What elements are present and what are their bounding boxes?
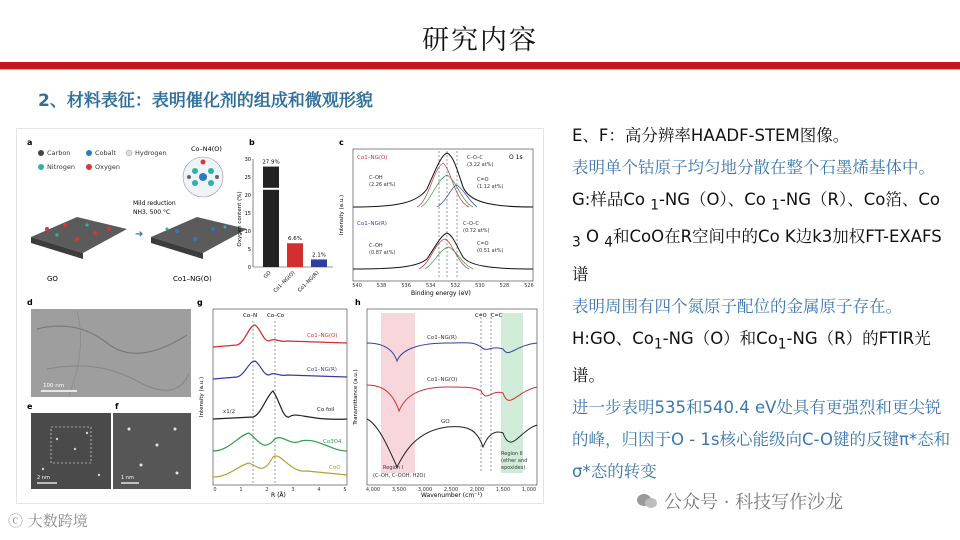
x-tick-label: 2,000 <box>469 487 485 493</box>
svg-text:Intensity (a.u.): Intensity (a.u.) <box>199 376 205 418</box>
svg-text:(3.22 at%): (3.22 at%) <box>467 162 494 168</box>
svg-text:C–OH: C–OH <box>369 243 383 249</box>
svg-text:epoxides): epoxides) <box>501 465 526 471</box>
logo-icon: ⓒ <box>8 512 24 530</box>
panel-b-label: b <box>249 138 255 147</box>
x-tick-label: 540 <box>352 283 362 289</box>
x-tick-label: 1,500 <box>495 487 511 493</box>
svg-text:Co1–NG(R): Co1–NG(R) <box>307 367 337 373</box>
panel-a-right-label: Co1–NG(O) <box>173 275 212 283</box>
co-n4-structure <box>183 157 223 197</box>
svg-text:Co1–NG(O): Co1–NG(O) <box>427 377 458 383</box>
arrow-icon: ➜ <box>135 229 144 240</box>
svg-text:1 nm: 1 nm <box>121 475 134 481</box>
svg-text:(C–OH, C–OOH, H2O): (C–OH, C–OOH, H2O) <box>373 473 426 479</box>
x-tick-label: 3,000 <box>417 487 433 493</box>
panel-f-label: f <box>115 402 119 411</box>
svg-text:C–O–C: C–O–C <box>463 221 479 227</box>
svg-text:Binding energy (eV): Binding energy (eV) <box>411 290 471 297</box>
svg-text:Co3O4: Co3O4 <box>323 439 342 445</box>
panel-b-bar <box>311 259 327 267</box>
panel-b-tick: 25 <box>244 175 251 181</box>
title-divider <box>0 69 960 70</box>
panel-b-tick: 30 <box>244 157 251 163</box>
x-tick-label: 0 <box>213 487 217 493</box>
watermark-left: ⓒ 大数跨境 <box>8 512 88 530</box>
x-tick-label: 1,000 <box>521 487 537 493</box>
panel-b-tick: 0 <box>247 265 251 271</box>
svg-text:Oxygen: Oxygen <box>95 163 121 171</box>
svg-text:(0.72 at%): (0.72 at%) <box>463 228 490 234</box>
x-tick-label: 534 <box>425 283 436 289</box>
svg-text:Co foil: Co foil <box>317 407 335 413</box>
graphene-sheet-left <box>31 217 127 259</box>
watermark-right: 公众号 · 科技写作沙龙 <box>636 488 843 514</box>
characterization-figure <box>16 128 544 504</box>
svg-text:2 nm: 2 nm <box>37 475 50 481</box>
paragraph-g: G:样品Co $_1$-NG（O）、Co $_1$-NG（R）、Co箔、Co $_3$ O $_4$和CoO在R空间中的Co K边k3加权FT-EXAFS谱 <box>572 190 942 284</box>
x-tick-label: 4 <box>317 487 321 493</box>
panel-h-ftir <box>353 309 537 499</box>
svg-text:O 1s: O 1s <box>509 154 523 161</box>
panel-h-label: h <box>355 298 361 307</box>
figure-svg <box>17 129 543 503</box>
wechat-icon <box>636 492 658 510</box>
paragraph-h: H:GO、$Co_1-NG(O)$和$Co_1-NG(R)$的FTIR光谱。 <box>572 328 931 385</box>
panel-b-category-label: Co1–NG(R) <box>296 270 321 294</box>
panel-b-bar <box>287 243 303 267</box>
svg-text:C–OH: C–OH <box>369 175 383 181</box>
paragraph-ef-conclusion: 表明单个钴原子均匀地分散在整个石墨烯基体中。 <box>572 158 935 177</box>
svg-text:C=O: C=O <box>477 241 489 247</box>
svg-text:Transmittance (a.u.): Transmittance (a.u.) <box>353 369 359 425</box>
svg-text:C=O: C=O <box>477 177 489 183</box>
panel-b-tick: 10 <box>244 229 251 235</box>
svg-text:Co–Co: Co–Co <box>267 313 285 319</box>
panel-a-legend <box>38 149 167 171</box>
svg-text:Co1–NG(R): Co1–NG(R) <box>357 221 387 227</box>
panel-f-stem-image <box>113 413 191 489</box>
panel-a-struct-label: Co–N4(O) <box>191 145 222 153</box>
panel-b-bar-chart <box>237 157 333 294</box>
x-tick-label: 538 <box>376 283 387 289</box>
svg-text:Co1–NG(O): Co1–NG(O) <box>307 333 338 339</box>
svg-text:x1/2: x1/2 <box>223 409 236 415</box>
svg-text:100 nm: 100 nm <box>43 383 65 389</box>
panel-b-axis-break <box>262 188 280 190</box>
panel-b-tick: 20 <box>244 193 251 199</box>
x-tick-label: 1 <box>239 487 243 493</box>
svg-text:Oxygen content (%): Oxygen content (%) <box>237 191 243 247</box>
x-tick-label: 532 <box>450 283 461 289</box>
x-tick-label: 528 <box>499 283 510 289</box>
panel-d-label: d <box>27 298 33 307</box>
svg-text:C=C: C=C <box>491 313 503 319</box>
panel-a-note: Mild reduction <box>133 200 176 207</box>
panel-b-value-label: 2.1% <box>312 252 326 259</box>
svg-text:Cobalt: Cobalt <box>95 149 116 157</box>
section-subtitle: 2、材料表征：表明催化剂的组成和微观形貌 <box>38 91 373 111</box>
panel-a-note2: NH3, 500 °C <box>133 209 171 216</box>
svg-text:(0.51 at%): (0.51 at%) <box>477 248 504 254</box>
panel-b-value-label: 27.9% <box>262 159 280 166</box>
svg-text:Hydrogen: Hydrogen <box>135 149 167 157</box>
svg-text:R (Å): R (Å) <box>271 492 286 499</box>
svg-text:GO: GO <box>441 419 450 425</box>
svg-text:(1.12 at%): (1.12 at%) <box>477 184 504 190</box>
panel-b-value-label: 6.6% <box>288 236 302 243</box>
svg-text:(0.87 at%): (0.87 at%) <box>369 250 396 256</box>
svg-text:Nitrogen: Nitrogen <box>47 163 75 171</box>
panel-b-tick: 15 <box>244 211 251 217</box>
title-underline <box>0 62 960 69</box>
paragraph-g-conclusion: 表明周围有四个氮原子配位的金属原子存在。 <box>572 296 902 316</box>
panel-a-label: a <box>27 138 33 147</box>
panel-b-category-label: GO <box>262 270 273 280</box>
panel-d-tem-image <box>31 309 191 397</box>
x-tick-label: 536 <box>401 283 411 289</box>
panel-e-stem-image <box>31 413 111 489</box>
graphene-sheet-right <box>151 217 247 259</box>
svg-text:Co1–NG(O): Co1–NG(O) <box>357 155 388 161</box>
svg-text:Carbon: Carbon <box>47 149 71 157</box>
svg-text:Region I: Region I <box>383 465 404 471</box>
paragraph-h-conclusion: 进一步表明535和540.4 eV处具有更强烈和更尖锐的峰，归因于O - 1s核心能级向C-O键的反键π*态和σ*态的转变 <box>572 397 951 481</box>
svg-text:(2.26 at%): (2.26 at%) <box>369 182 396 188</box>
panel-c-label: c <box>339 138 344 147</box>
svg-text:Co–N: Co–N <box>243 313 258 319</box>
panel-c-xps <box>339 149 534 297</box>
svg-text:C=O: C=O <box>475 313 487 319</box>
svg-text:CoO: CoO <box>329 465 341 471</box>
description-text <box>572 120 952 488</box>
paragraph-ef: E、F：高分辨率HAADF-STEM图像。 <box>572 126 850 145</box>
x-tick-label: 2 <box>265 487 269 493</box>
x-tick-label: 2,500 <box>443 487 459 493</box>
svg-text:(ether and: (ether and <box>501 458 528 464</box>
panel-e-label: e <box>27 402 33 411</box>
x-tick-label: 3 <box>291 487 295 493</box>
svg-text:Co1–NG(R): Co1–NG(R) <box>427 335 457 341</box>
panel-g-exafs <box>199 309 347 499</box>
x-tick-label: 526 <box>524 283 534 289</box>
x-tick-label: 5 <box>343 487 347 493</box>
svg-text:Wavenumber (cm⁻¹): Wavenumber (cm⁻¹) <box>421 492 483 499</box>
svg-text:C–O–C: C–O–C <box>467 155 483 161</box>
svg-text:Intensity (a.u.): Intensity (a.u.) <box>339 194 345 236</box>
x-tick-label: 3,500 <box>391 487 407 493</box>
x-tick-label: 530 <box>475 283 485 289</box>
svg-text:Region II: Region II <box>501 451 523 457</box>
panel-b-tick: 5 <box>247 247 251 253</box>
panel-b-category-label: Co1–NG(O) <box>272 270 297 294</box>
panel-g-label: g <box>197 298 203 307</box>
panel-a-left-label: GO <box>47 275 58 283</box>
page-title: 研究内容 <box>422 25 538 56</box>
panel-b-bar <box>263 167 279 267</box>
x-tick-label: 4,000 <box>365 487 381 493</box>
